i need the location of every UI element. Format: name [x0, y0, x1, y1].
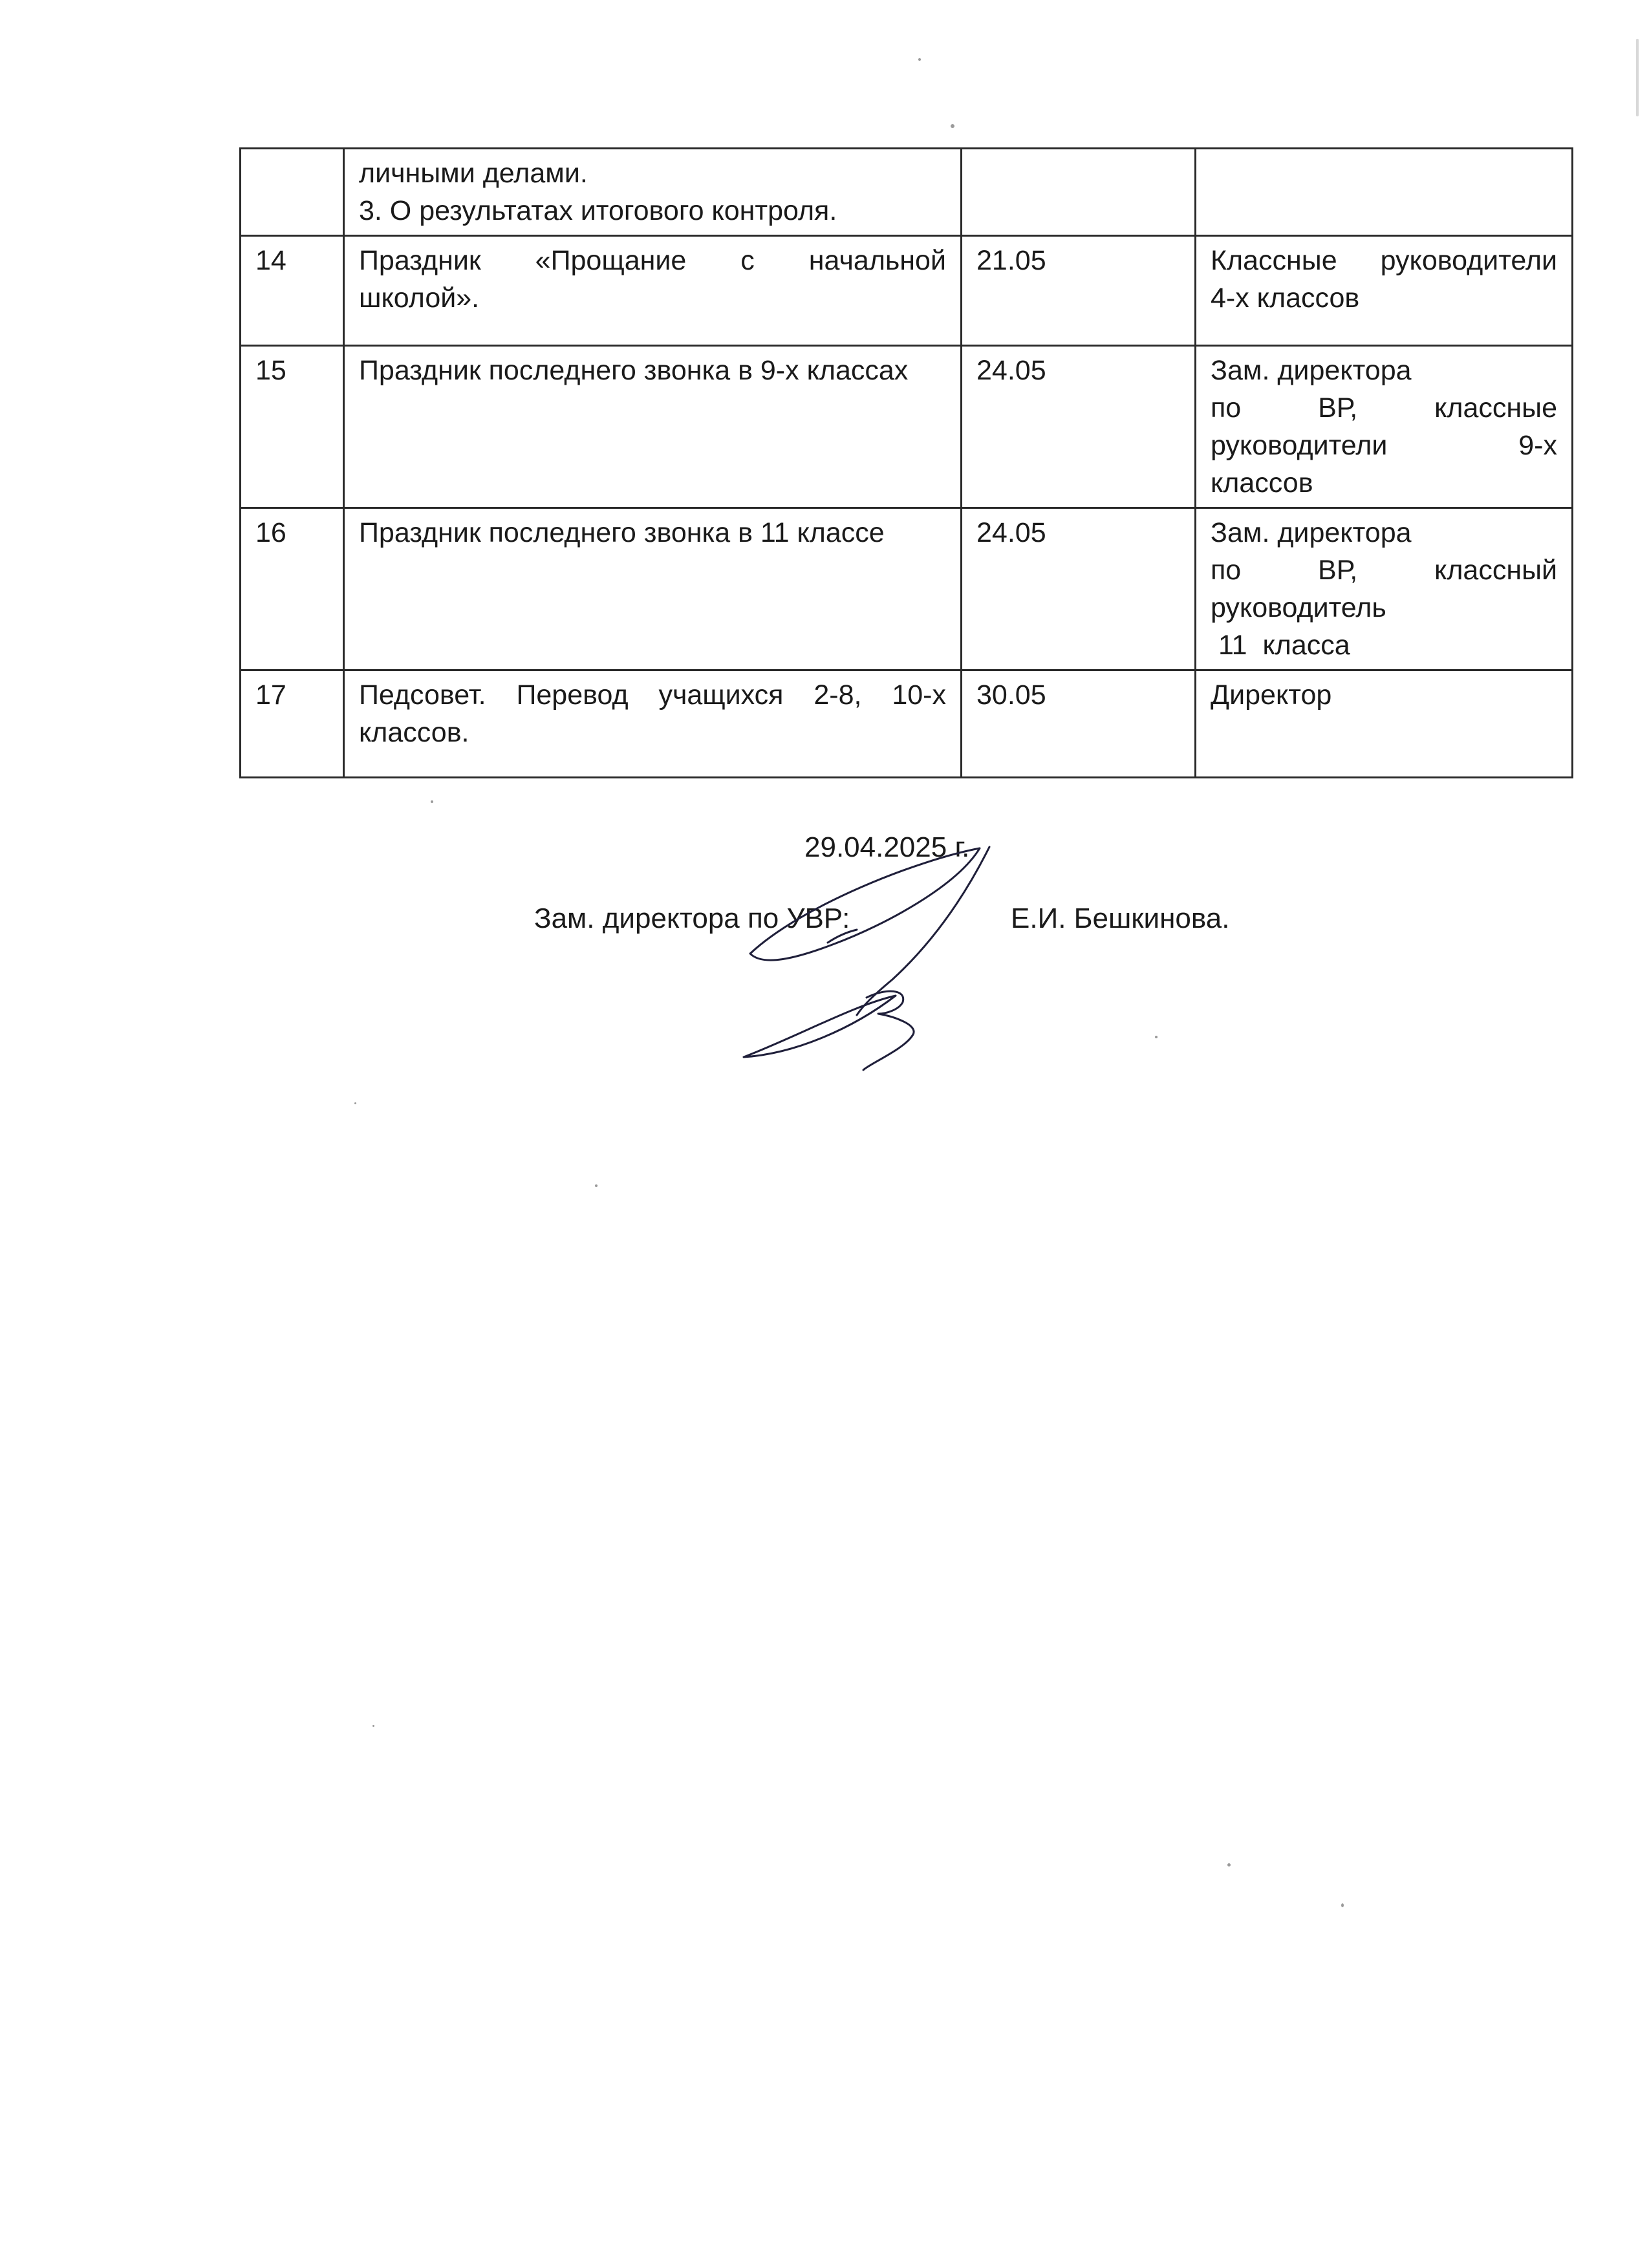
responsible-line: по ВР, классный	[1211, 555, 1557, 586]
row-number-cell	[241, 149, 344, 236]
date-cell: 24.05	[962, 508, 1196, 670]
responsible-line: руководитель	[1211, 592, 1386, 623]
table-row	[241, 236, 1573, 346]
table-row	[241, 670, 1573, 778]
event-line: Педсовет. Перевод учащихся 2-8, 10-х	[359, 679, 946, 711]
scan-speck	[918, 58, 921, 61]
scan-speck	[595, 1184, 598, 1187]
table-row	[241, 508, 1573, 670]
responsible-cell	[1196, 149, 1573, 236]
responsible-cell	[1196, 236, 1573, 346]
event-line: Праздник последнего звонка в 9-х классах	[359, 355, 909, 386]
table-row	[241, 346, 1573, 508]
row-number-cell: 14	[241, 236, 344, 346]
row-number-cell: 15	[241, 346, 344, 508]
responsible-line: руководители 9-х	[1211, 430, 1557, 461]
responsible-line: Зам. директора	[1211, 517, 1412, 548]
row-number-cell: 17	[241, 670, 344, 778]
responsible-line: Зам. директора	[1211, 355, 1412, 386]
scan-speck	[1155, 1036, 1158, 1038]
responsible-line: 4-х классов	[1211, 283, 1360, 314]
event-line: личными делами.	[359, 158, 588, 189]
event-cell	[344, 670, 962, 778]
date-cell: 30.05	[962, 670, 1196, 778]
event-cell	[344, 346, 962, 508]
responsible-line: Директор	[1211, 679, 1332, 711]
event-line: школой».	[359, 283, 480, 314]
date-cell	[962, 149, 1196, 236]
scan-speck	[431, 800, 433, 803]
document-date: 29.04.2025 г.	[804, 831, 970, 863]
responsible-line: по ВР, классные	[1211, 392, 1557, 423]
responsible-line: Классные руководители	[1211, 245, 1557, 276]
event-line: 3. О результатах итогового контроля.	[359, 195, 837, 226]
event-line: классов.	[359, 717, 469, 748]
responsible-cell	[1196, 346, 1573, 508]
event-cell	[344, 508, 962, 670]
event-cell	[344, 149, 962, 236]
responsible-line: классов	[1211, 467, 1313, 498]
scan-speck	[1227, 1863, 1231, 1867]
handwritten-signature	[724, 840, 1061, 1080]
table-row	[241, 149, 1573, 236]
scan-speck	[1341, 1903, 1344, 1907]
scan-speck	[354, 1102, 356, 1104]
event-plan-table	[239, 147, 1573, 778]
scan-speck	[372, 1725, 374, 1727]
signatory-title: Зам. директора по УВР:	[534, 903, 850, 934]
scan-speck	[1636, 39, 1639, 116]
event-line: Праздник последнего звонка в 11 классе	[359, 517, 885, 548]
signatory-name: Е.И. Бешкинова.	[1011, 903, 1230, 934]
row-number-cell: 16	[241, 508, 344, 670]
scan-speck	[951, 124, 954, 128]
date-cell: 21.05	[962, 236, 1196, 346]
event-cell	[344, 236, 962, 346]
responsible-cell	[1196, 508, 1573, 670]
date-cell: 24.05	[962, 346, 1196, 508]
event-line: Праздник «Прощание с начальной	[359, 245, 946, 276]
responsible-cell	[1196, 670, 1573, 778]
responsible-line: 11 класса	[1211, 630, 1350, 661]
